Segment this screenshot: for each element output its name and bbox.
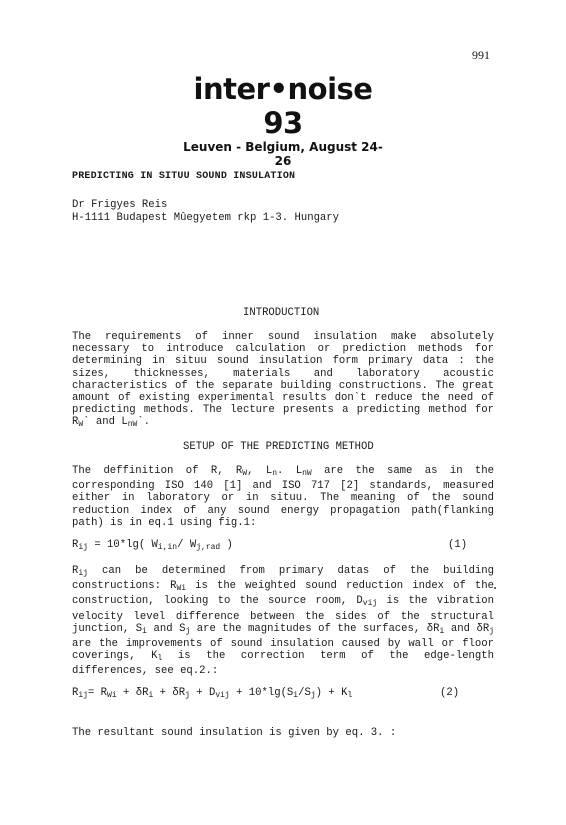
equation-1: $R_{ij} = 10*\lg$( $W_{i,in}/$ $W_{j,rad}$ ) (1) [72, 539, 468, 552]
introduction-heading: INTRODUCTION [243, 307, 320, 319]
definition-paragraph: The deffinition of R, $R_W$, $L_n$. $L_{nW}$ are the same as in the corresponding ISO 140 [1] and ISO 717 [2] standards, measured either in laboratory or in situu. The meaning of the sound reduction index of any sound energy propagation path(flanking path) is in eq.1 using fig.1: [72, 465, 495, 529]
scan-speck [494, 587, 496, 589]
author-address: H-1111 Budapest Mûegyetem rkp 1-3. Hungary [72, 212, 340, 224]
equation-2-number: (2) [440, 687, 460, 699]
author-name: Dr Frigyes Reis [72, 199, 168, 211]
resultant-paragraph: The resultant sound insulation is given by eq. 3. : [72, 727, 397, 739]
introduction-paragraph: The requirements of inner sound insulation make absolutely necessary to introduce calculation or prediction methods for determining in situu sound insulation form primary data : the sizes, thicknesses, materials and laboratory acoustic characteristics of the separate building constructions. The great amount of existing experimental results don`t reduce the need of predicting methods. The lecture presents a predicting method for $R_W`$ and $L_{nW}`$. [72, 331, 494, 430]
logo-subtitle: Leuven - Belgium, August 24-26 [183, 140, 383, 168]
determination-paragraph: $R_{ij}$ can be determined from primary datas of the building constructions: $R_{Wi}$ is the weighted sound reduction index of the construction, looking to the source room, $D_{vij}$ is the vibration velocity level difference between the sides of the structural junction, $S_i$ and $S_j$ are the magnitudes of the surfaces, $\delta R_i$ and $\delta R_j$ are the improvements of sound insulation caused by wall or floor coverings, $K_l$ is the correction term of the edge-length differences, see eq.2.: [72, 565, 495, 678]
page-number: 991 [472, 48, 490, 62]
setup-heading: SETUP OF THE PREDICTING METHOD [183, 441, 374, 453]
logo-title: inter•noise 93 [193, 72, 373, 140]
equation-1-number: (1) [448, 539, 468, 551]
equation-2: $R_{ij}= R_{Wi} + \delta R_i + \delta R_j + D_{vij} + 10*\lg(S_i/S_j) + K_l$ (2) [72, 687, 460, 700]
conference-logo [183, 72, 383, 168]
paper-title: PREDICTING IN SITUU SOUND INSULATION [72, 171, 296, 182]
author-block [72, 199, 339, 225]
